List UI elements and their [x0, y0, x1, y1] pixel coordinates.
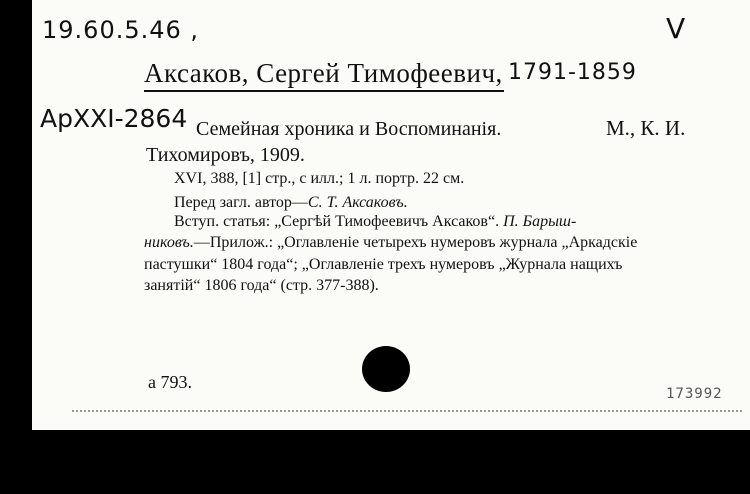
dotted-edge [72, 410, 742, 412]
before-title-author: С. Т. Аксаковъ. [307, 194, 408, 211]
catalog-card [32, 0, 750, 430]
before-title-note [174, 194, 408, 212]
intro-note [174, 213, 576, 231]
appendix-note-line-3: занятій“ 1806 года“ (стр. 377-388). [144, 277, 379, 294]
call-number-handwritten: АрXXI-2864 [40, 104, 188, 133]
faded-stamp: 173992 [666, 386, 723, 402]
punch-hole [362, 346, 410, 392]
intro-author-cont: никовъ. [144, 234, 194, 251]
author-years-handwritten: 1791-1859 [508, 60, 637, 85]
appendix-note-line-2: пастушки“ 1804 года“; „Оглавленіе трехъ нумеровъ „Журнала нащихъ [144, 256, 623, 273]
intro-author: П. Барыш- [503, 213, 577, 230]
imprint-publisher: Тихомировъ, 1909. [146, 144, 305, 166]
collation-line: XVI, 388, [1] стр., с илл.; 1 л. портр. 22 см. [174, 170, 465, 187]
intro-text: Вступ. статья: „Сергѣй Тимофеевичъ Аксаков“. [174, 213, 500, 230]
appendix-note-line-1 [144, 234, 637, 252]
author-heading: Аксаков, Сергей Тимофеевич, [144, 58, 503, 88]
imprint-place: М., К. И. [606, 116, 686, 140]
before-title-label: Перед загл. автор— [174, 194, 308, 211]
title-line: Семейная хроника и Воспоминанія. [196, 118, 502, 140]
author-underline [144, 90, 504, 92]
check-mark: V [666, 12, 687, 45]
inventory-number: а 793. [148, 372, 192, 392]
appendix-text-1: —Прилож.: „Оглавленіе четырехъ нумеровъ журнала „Аркадскіе [193, 234, 638, 251]
shelfmark-handwritten: 19.60.5.46 , [42, 16, 200, 44]
